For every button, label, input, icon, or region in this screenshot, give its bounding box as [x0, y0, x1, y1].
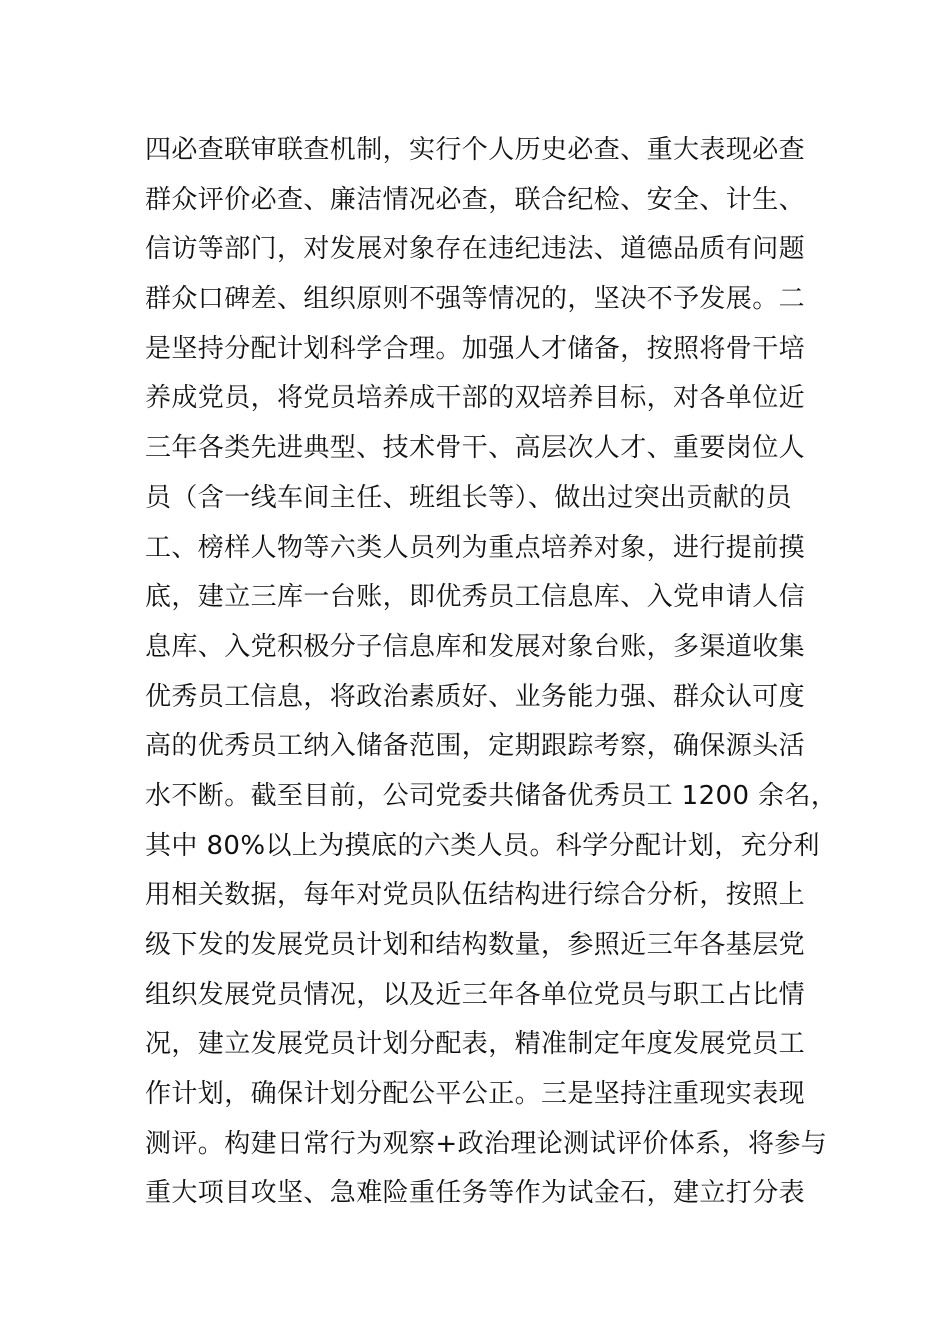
text-line: 是坚持分配计划科学合理。加强人才储备，按照将骨干培: [145, 333, 806, 364]
text-line: 优秀员工信息，将政治素质好、业务能力强、群众认可度: [145, 681, 806, 712]
text-line: 级下发的发展党员计划和结构数量，参照近三年各基层党: [145, 930, 806, 960]
text-line: 工、榜样人物等六类人员列为重点培养对象，进行提前摸: [145, 532, 806, 563]
text-line: 群众评价必查、廉洁情况必查，联合纪检、安全、计生、: [145, 184, 806, 215]
text-line: 息库、入党积极分子信息库和发展对象台账，多渠道收集: [145, 631, 806, 662]
text-line: 况，建立发展党员计划分配表，精准制定年度发展党员工: [145, 1029, 806, 1060]
text-line: 水不断。截至目前，公司党委共储备优秀员工 1200 余名，: [145, 780, 838, 811]
text-line: 四必查联审联查机制，实行个人历史必查、重大表现必查: [145, 135, 806, 165]
body-paragraph: [145, 126, 838, 1219]
text-line: 测评。构建日常行为观察+政治理论测试评价体系，将参与: [145, 1128, 828, 1159]
text-line: 信访等部门，对发展对象存在违纪违法、道德品质有问题: [145, 234, 806, 265]
text-line: 群众口碑差、组织原则不强等情况的，坚决不予发展。二: [145, 284, 806, 315]
text-line: 作计划，确保计划分配公平公正。三是坚持注重现实表现: [145, 1079, 806, 1110]
text-line: 其中 80%以上为摸底的六类人员。科学分配计划，充分利: [145, 830, 820, 861]
text-line: 用相关数据，每年对党员队伍结构进行综合分析，按照上: [145, 880, 806, 911]
text-line: 员（含一线车间主任、班组长等）、做出过突出贡献的员: [145, 482, 793, 513]
text-line: 三年各类先进典型、技术骨干、高层次人才、重要岗位人: [145, 433, 806, 464]
text-line: 底，建立三库一台账，即优秀员工信息库、入党申请人信: [145, 582, 806, 613]
text-line: 组织发展党员情况，以及近三年各单位党员与职工占比情: [145, 979, 806, 1010]
text-line: 重大项目攻坚、急难险重任务等作为试金石，建立打分表: [145, 1178, 806, 1209]
text-line: 养成党员，将党员培养成干部的双培养目标，对各单位近: [145, 383, 806, 414]
text-line: 高的优秀员工纳入储备范围，定期跟踪考察，确保源头活: [145, 731, 806, 762]
